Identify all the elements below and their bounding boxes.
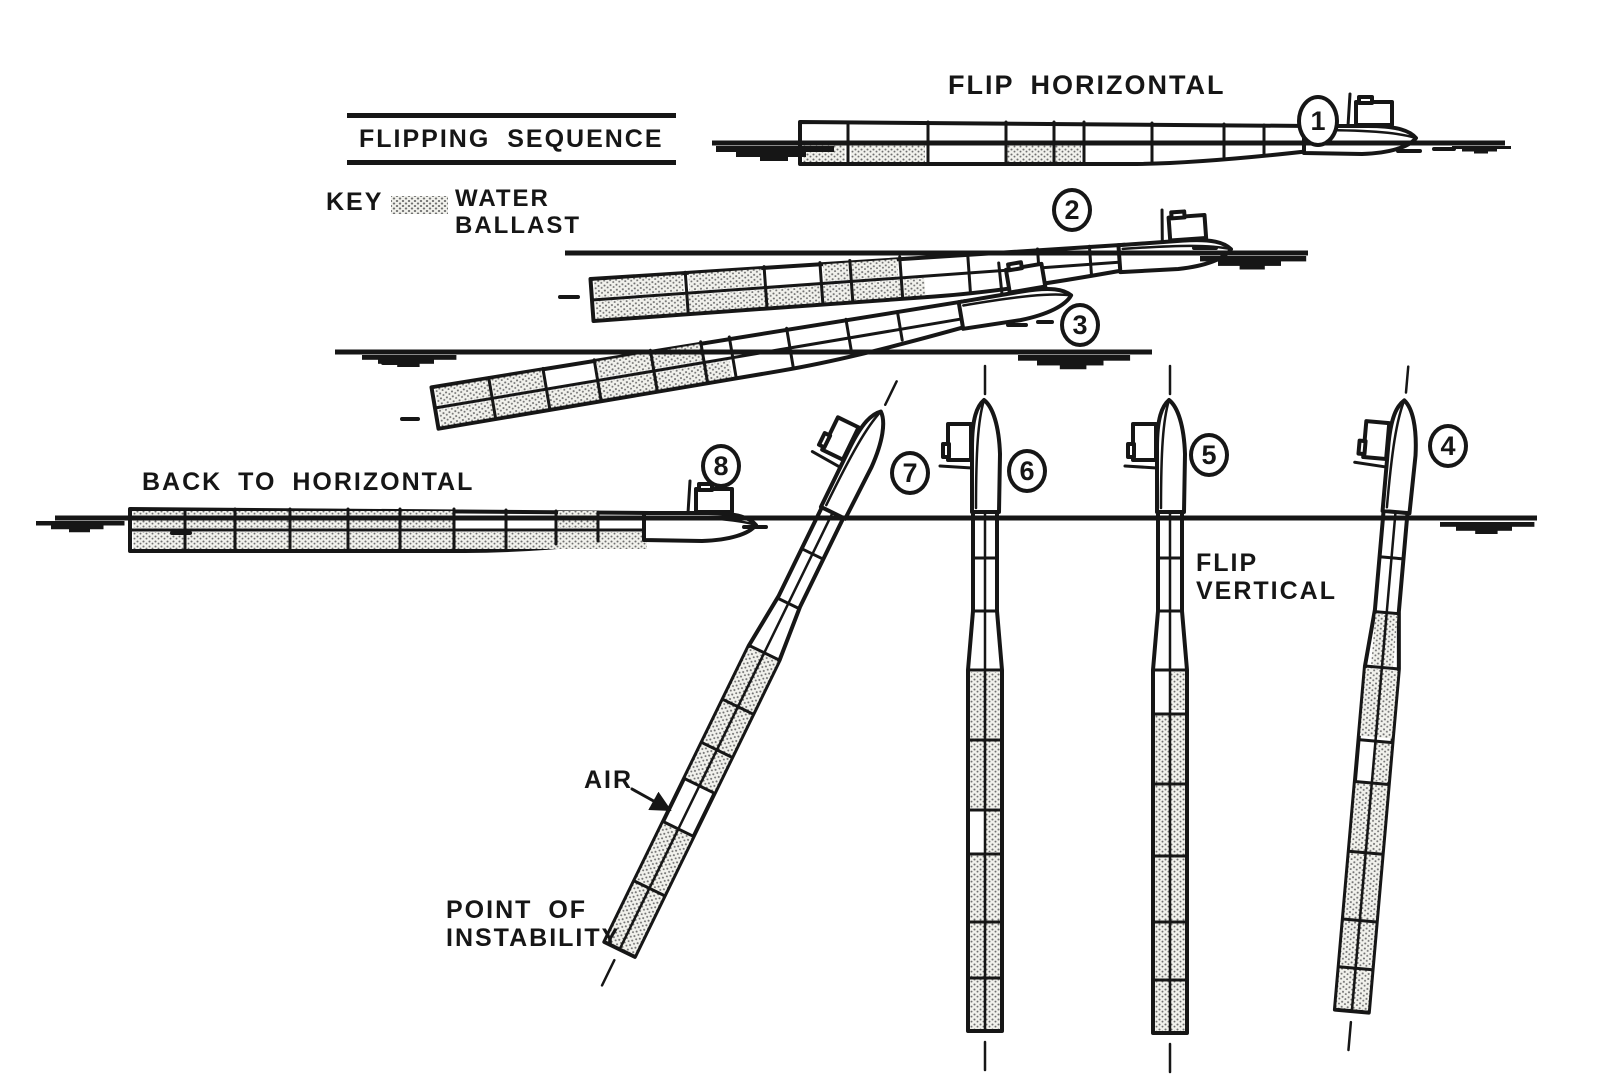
air-arrow bbox=[632, 789, 668, 809]
figure-title-text: FLIPPING SEQUENCE bbox=[359, 125, 664, 153]
step-circle-8: 8 bbox=[701, 444, 741, 488]
figure-title bbox=[347, 113, 676, 165]
water-ballast-swatch bbox=[391, 196, 448, 214]
label-flip-vertical: FLIP VERTICAL bbox=[1196, 549, 1337, 605]
step-circle-6: 6 bbox=[1007, 449, 1047, 493]
step-circle-1: 1 bbox=[1297, 95, 1339, 147]
label-point-of-instability: POINT OF INSTABILITY bbox=[446, 896, 621, 952]
key-item-water-ballast: WATER BALLAST bbox=[455, 185, 581, 239]
step-circle-4: 4 bbox=[1428, 424, 1468, 468]
step-circle-5: 5 bbox=[1189, 433, 1229, 477]
key-label: KEY bbox=[326, 188, 384, 216]
step-circle-7: 7 bbox=[890, 451, 930, 495]
step-circle-2: 2 bbox=[1052, 188, 1092, 232]
label-back-to-horizontal: BACK TO HORIZONTAL bbox=[142, 468, 475, 496]
ship-step-2 bbox=[588, 205, 1232, 321]
label-air: AIR bbox=[584, 766, 634, 794]
step-circle-3: 3 bbox=[1060, 303, 1100, 347]
ship-step-6 bbox=[940, 366, 1002, 1070]
ship-step-4 bbox=[1304, 363, 1426, 1052]
ship-step-5 bbox=[1125, 366, 1187, 1072]
label-flip-horizontal: FLIP HORIZONTAL bbox=[948, 70, 1226, 100]
